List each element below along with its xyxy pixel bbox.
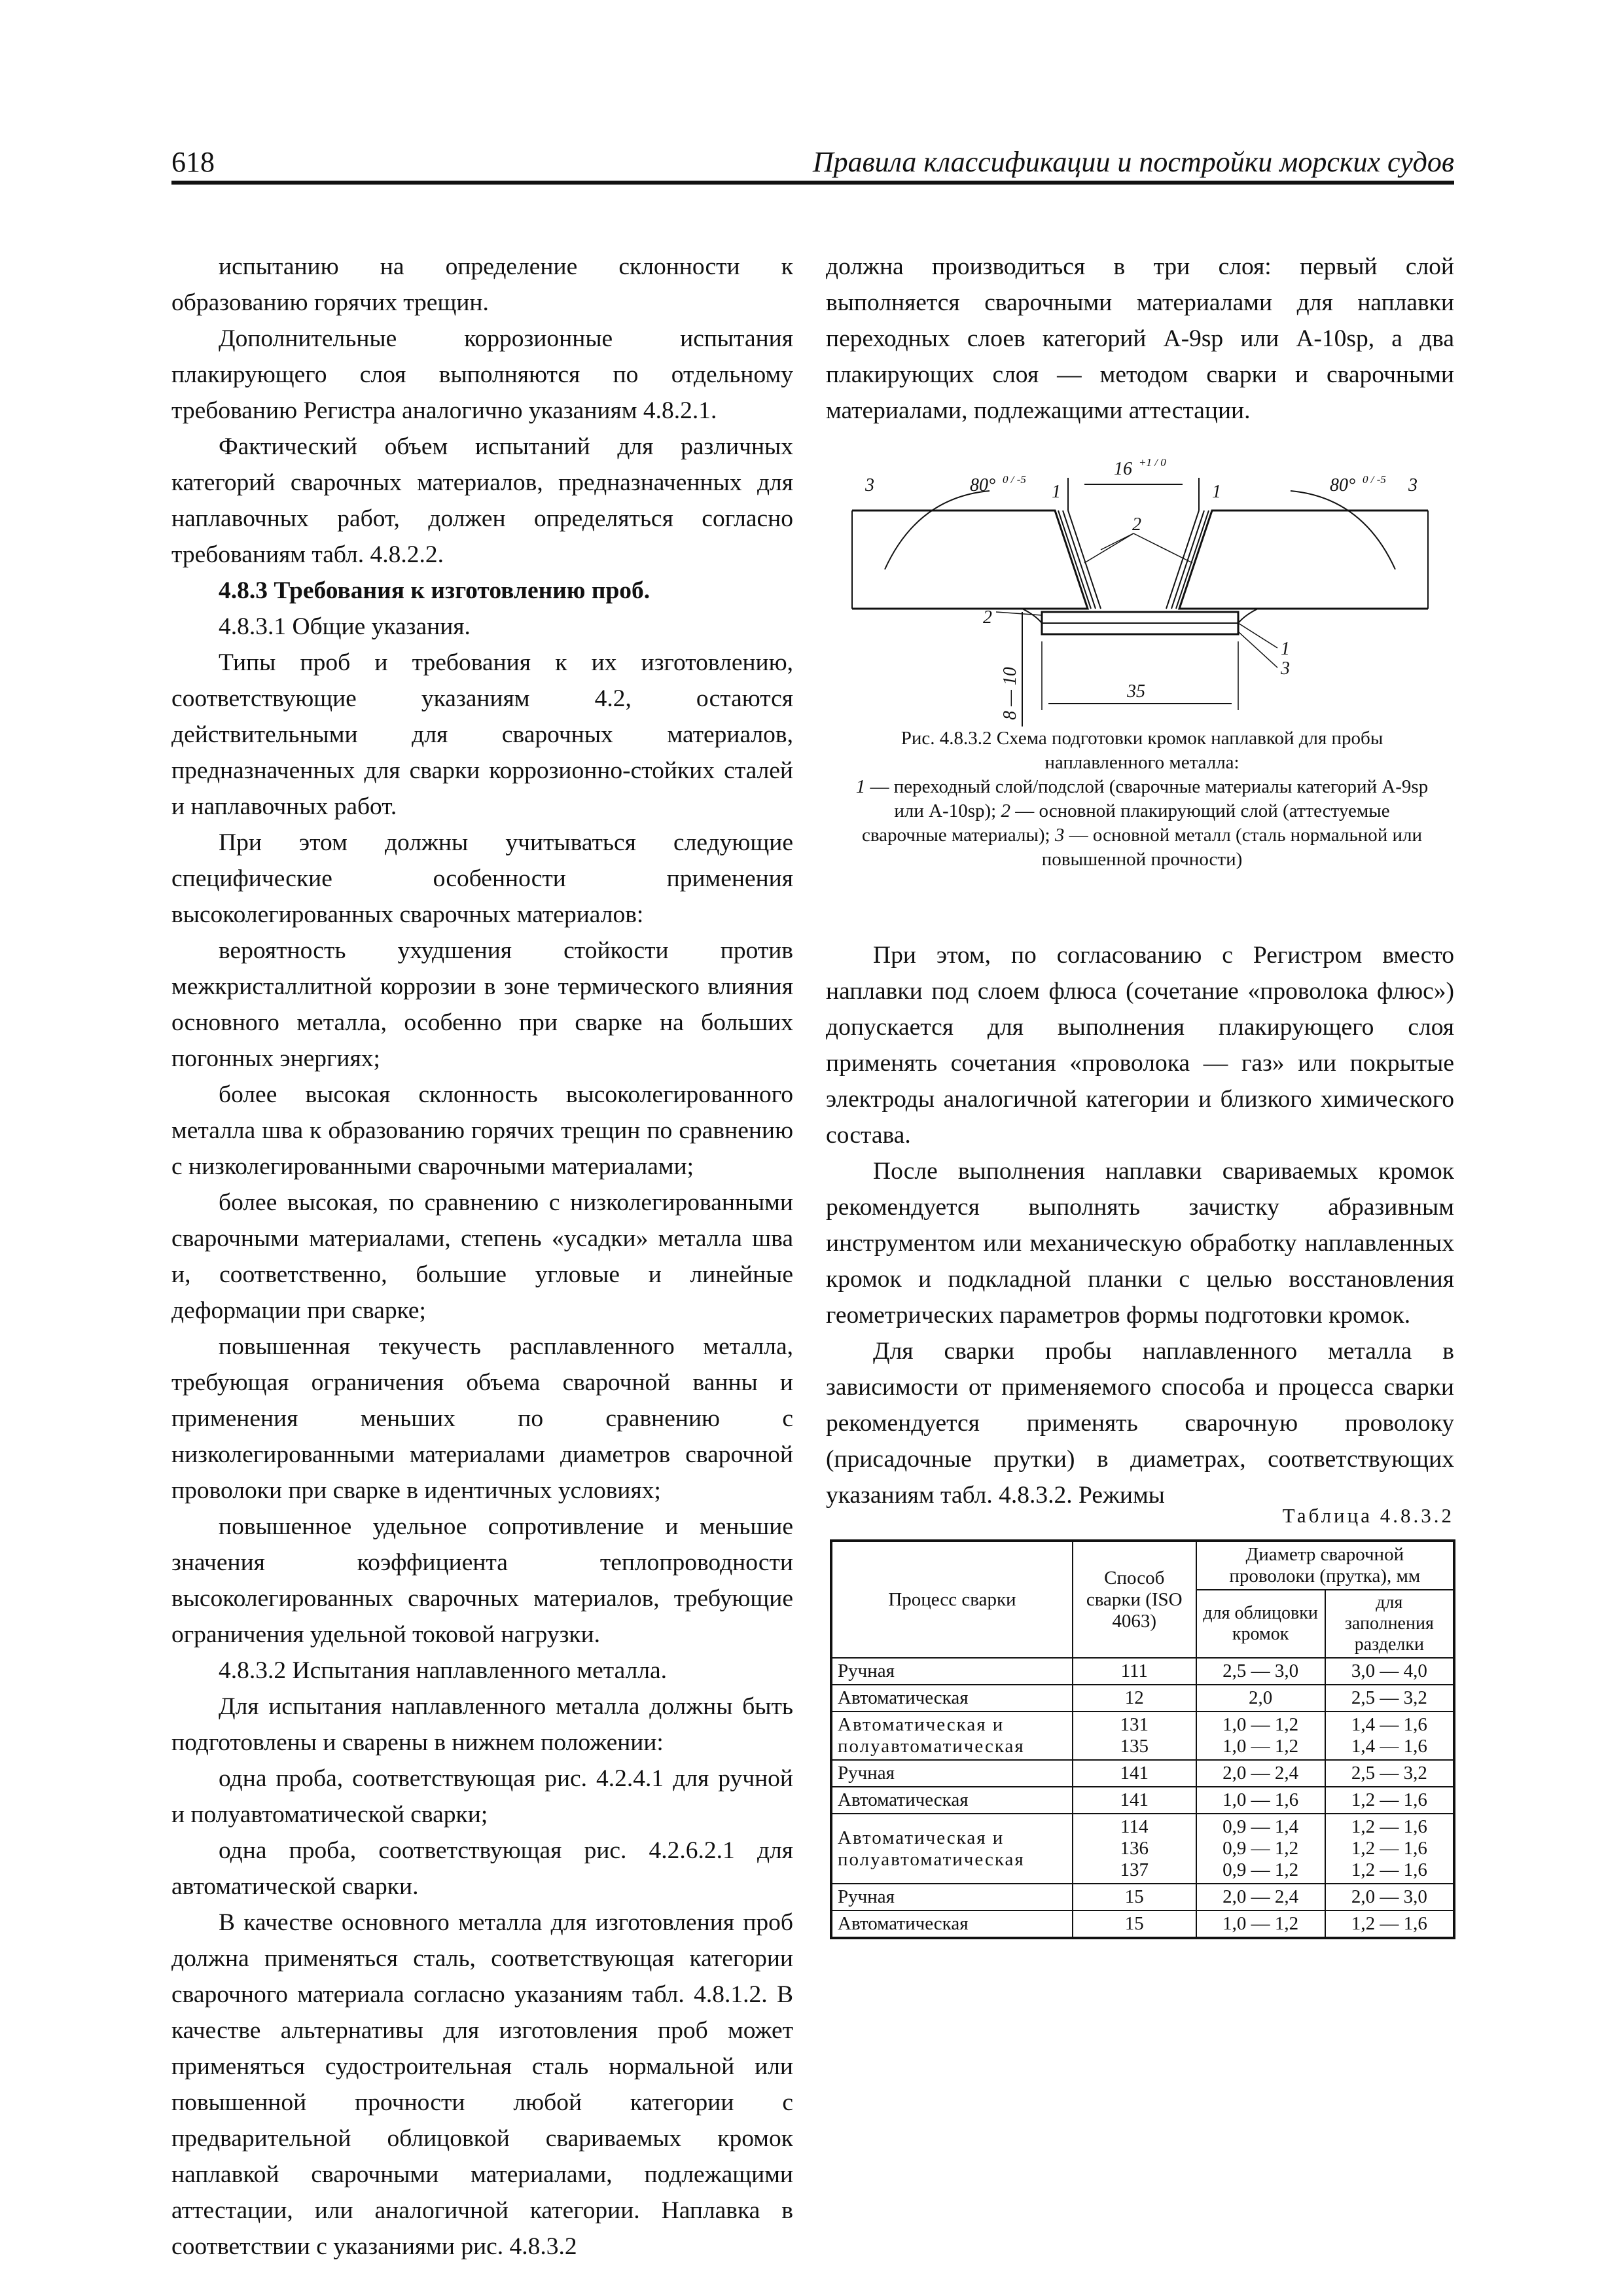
section-heading-text: 4.8.3 Требования к изготовлению проб. (219, 577, 651, 604)
cell-process: Автоматическая и полуавтоматическая (831, 1712, 1073, 1760)
left-column (171, 249, 793, 2265)
cell-filling: 2,5 — 3,2 (1325, 1685, 1454, 1712)
cell-filling: 1,4 — 1,6 1,4 — 1,6 (1325, 1712, 1454, 1760)
cell-filling: 2,5 — 3,2 (1325, 1760, 1454, 1787)
cell-facing: 2,0 — 2,4 (1196, 1760, 1325, 1787)
paragraph: Для испытания наплавленного металла должны быть подготовлены и сварены в нижнем положении: (171, 1693, 793, 1756)
list-item: одна проба, соответствующая рис. 4.2.4.1 для ручной и полуавтоматической сварки; (171, 1765, 793, 1828)
running-title: Правила классификации и постройки морских судов (812, 146, 1454, 178)
page-number: 618 (171, 146, 215, 178)
list-item: вероятность ухудшения стойкости против межкристаллитной коррозии в зоне термического влияния основного металла, особенно при сварке на больших погонных энергиях; (171, 937, 793, 1072)
paragraph: Для сварки пробы наплавленного металла в зависимости от применяемого способа и процесса сварки рекомендуется применять сварочную проволоку (присадочные прутки) в диаметрах, соответствующих указаниям табл. 4.8.3.2. Режимы (826, 1338, 1454, 1509)
paragraph: При этом, по согласованию с Регистром вместо наплавки под слоем флюса (сочетание «проволока флюс») допускается для выполнения плакирующего слоя применять сочетания «проволока — газ» или покрытые электроды аналогичной категории и близкого химического состава. (826, 942, 1454, 1149)
label-2-bottom: 2 (983, 607, 992, 628)
label-3-left: 3 (865, 475, 874, 495)
list-item: повышенное удельное сопротивление и меньшие значения коэффициента теплопроводности высоколегированных сварочных материалов, требующие ограничения удельной токовой нагрузки. (171, 1513, 793, 1648)
paragraph: Типы проб и требования к их изготовлению, соответствующие указаниям 4.2, остаются действительными для сварочных материалов, предназначенных для сварки коррозионно-стойких сталей и наплавочных работ. (171, 649, 793, 820)
paragraph: При этом должны учитываться следующие специфические особенности применения высоколегированных сварочных материалов: (171, 829, 793, 928)
header-facing: для облицовки кромок (1196, 1590, 1325, 1658)
cell-facing: 1,0 — 1,6 (1196, 1787, 1325, 1814)
cell-process: Автоматическая (831, 1910, 1073, 1938)
cell-process: Ручная (831, 1760, 1073, 1787)
table-row (831, 1884, 1454, 1910)
gap-dimension: 16 (1114, 459, 1132, 479)
welding-wire-table (830, 1539, 1455, 1939)
right-column-top (826, 249, 1454, 429)
cell-facing: 2,0 (1196, 1685, 1325, 1712)
paragraph: Фактический объем испытаний для различных категорий сварочных материалов, предназначенных для наплавочных работ, должен определяться согласно требованиям табл. 4.8.2.2. (171, 433, 793, 568)
cell-filling: 1,2 — 1,6 (1325, 1787, 1454, 1814)
table-row (831, 1760, 1454, 1787)
section-heading (171, 573, 793, 609)
cell-method: 15 (1073, 1884, 1196, 1910)
caption-item-2: — основной плакирующий слой (аттестуемые сварочные материалы); (861, 800, 1390, 846)
gap-tolerance: +1 / 0 (1139, 456, 1166, 469)
caption-num-3: 3 (1054, 825, 1065, 846)
angle-left-tolerance: 0 / -5 (1003, 473, 1026, 486)
angle-right: 80° (1330, 475, 1356, 495)
caption-num-2: 2 (1001, 800, 1010, 821)
table-body (831, 1658, 1454, 1938)
subsection-heading: 4.8.3.2 Испытания наплавленного металла. (219, 1657, 668, 1684)
cell-facing: 2,5 — 3,0 (1196, 1658, 1325, 1685)
label-3-bottom: 3 (1281, 658, 1290, 679)
table-row (831, 1685, 1454, 1712)
table-row (831, 1712, 1454, 1760)
width-dimension: 35 (1127, 681, 1145, 702)
caption-num-1: 1 (855, 776, 866, 797)
cell-method: 131 135 (1073, 1712, 1196, 1760)
angle-left: 80° (970, 475, 996, 495)
table-row (831, 1658, 1454, 1685)
thickness-dimension: 8 — 10 (1000, 667, 1020, 720)
weld-edge-diagram (826, 452, 1454, 726)
right-column-lower (826, 937, 1454, 1513)
list-item: более высокая склонность высоколегированного металла шва к образованию горячих трещин по сравнению с низколегированными сварочными материалами; (171, 1081, 793, 1180)
header-method: Способ сварки (ISO 4063) (1073, 1541, 1196, 1658)
paragraph: В качестве основного металла для изготовления проб должна применяться сталь, соответствующая категории сварочного материала согласно указаниям табл. 4.8.1.2. В качестве альтернативы для изготовления проб может применяться судостроительная сталь нормальной или повышенной прочности любой категории с предварительной облицовкой свариваемых кромок наплавкой сварочными материалами, подлежащими аттестации, или аналогичной категории. Наплавка в соответствии с указаниями рис. 4.8.3.2 (171, 1909, 793, 2260)
table-row (831, 1910, 1454, 1938)
caption-title: Рис. 4.8.3.2 Схема подготовки кромок наплавкой для пробы наплавленного металла: (901, 728, 1383, 773)
cell-process: Автоматическая (831, 1787, 1073, 1814)
paragraph: должна производиться в три слоя: первый слой выполняется сварочными материалами для наплавки переходных слоев категорий A-9sp или A-10sp, а два плакирующих слоя — методом сварки и сварочными материалами, подлежащими аттестации. (826, 253, 1454, 424)
header-process: Процесс сварки (831, 1541, 1073, 1658)
cell-method: 114 136 137 (1073, 1814, 1196, 1884)
cell-process: Ручная (831, 1658, 1073, 1685)
cell-process: Ручная (831, 1884, 1073, 1910)
cell-filling: 3,0 — 4,0 (1325, 1658, 1454, 1685)
cell-facing: 1,0 — 1,2 1,0 — 1,2 (1196, 1712, 1325, 1760)
cell-facing: 0,9 — 1,4 0,9 — 1,2 0,9 — 1,2 (1196, 1814, 1325, 1884)
cell-facing: 2,0 — 2,4 (1196, 1884, 1325, 1910)
paragraph: Дополнительные коррозионные испытания плакирующего слоя выполняются по отдельному требованию Регистра аналогично указаниям 4.8.2.1. (171, 325, 793, 424)
header-rule (171, 181, 1454, 185)
paragraph: испытанию на определение склонности к образованию горячих трещин. (171, 253, 793, 316)
label-1-left: 1 (1052, 482, 1061, 502)
list-item: одна проба, соответствующая рис. 4.2.6.2.1 для автоматической сварки. (171, 1837, 793, 1900)
cell-method: 12 (1073, 1685, 1196, 1712)
cell-method: 141 (1073, 1787, 1196, 1814)
cell-facing: 1,0 — 1,2 (1196, 1910, 1325, 1938)
caption-item-1: — переходный слой/подслой (сварочные материалы категорий A-9sp или A-10sp); (865, 776, 1429, 821)
label-1-bottom: 1 (1281, 639, 1290, 659)
header-diameter: Диаметр сварочной проволоки (прутка), мм (1196, 1541, 1454, 1590)
table-label: Таблица 4.8.3.2 (1282, 1504, 1454, 1527)
caption-item-3: — основной металл (сталь нормальной или повышенной прочности) (1041, 825, 1423, 870)
cell-method: 141 (1073, 1760, 1196, 1787)
figure-caption (851, 726, 1433, 872)
subsection-heading: 4.8.3.1 Общие указания. (219, 613, 471, 640)
cell-method: 111 (1073, 1658, 1196, 1685)
angle-right-tolerance: 0 / -5 (1363, 473, 1386, 486)
cell-filling: 2,0 — 3,0 (1325, 1884, 1454, 1910)
header-filling: для заполнения разделки (1325, 1590, 1454, 1658)
cell-filling: 1,2 — 1,6 (1325, 1910, 1454, 1938)
label-2-center: 2 (1132, 514, 1141, 535)
label-1-right: 1 (1212, 482, 1221, 502)
paragraph: После выполнения наплавки свариваемых кромок рекомендуется выполнять зачистку абразивным инструментом или механическую обработку наплавленных кромок и подкладной планки с целью восстановления геометрических параметров формы подготовки кромок. (826, 1158, 1454, 1329)
cell-process: Автоматическая и полуавтоматическая (831, 1814, 1073, 1884)
cell-process: Автоматическая (831, 1685, 1073, 1712)
cell-method: 15 (1073, 1910, 1196, 1938)
label-3-right: 3 (1408, 475, 1418, 495)
cell-filling: 1,2 — 1,6 1,2 — 1,6 1,2 — 1,6 (1325, 1814, 1454, 1884)
table-row (831, 1814, 1454, 1884)
list-item: повышенная текучесть расплавленного металла, требующая ограничения объема сварочной ванны и применения меньших по сравнению с низколегированными материалами диаметров сварочной проволоки при сварке в идентичных условиях; (171, 1333, 793, 1504)
table-row (831, 1787, 1454, 1814)
list-item: более высокая, по сравнению с низколегированными сварочными материалами, степень «усадки» металла шва и, соответственно, большие угловые и линейные деформации при сварке; (171, 1189, 793, 1324)
